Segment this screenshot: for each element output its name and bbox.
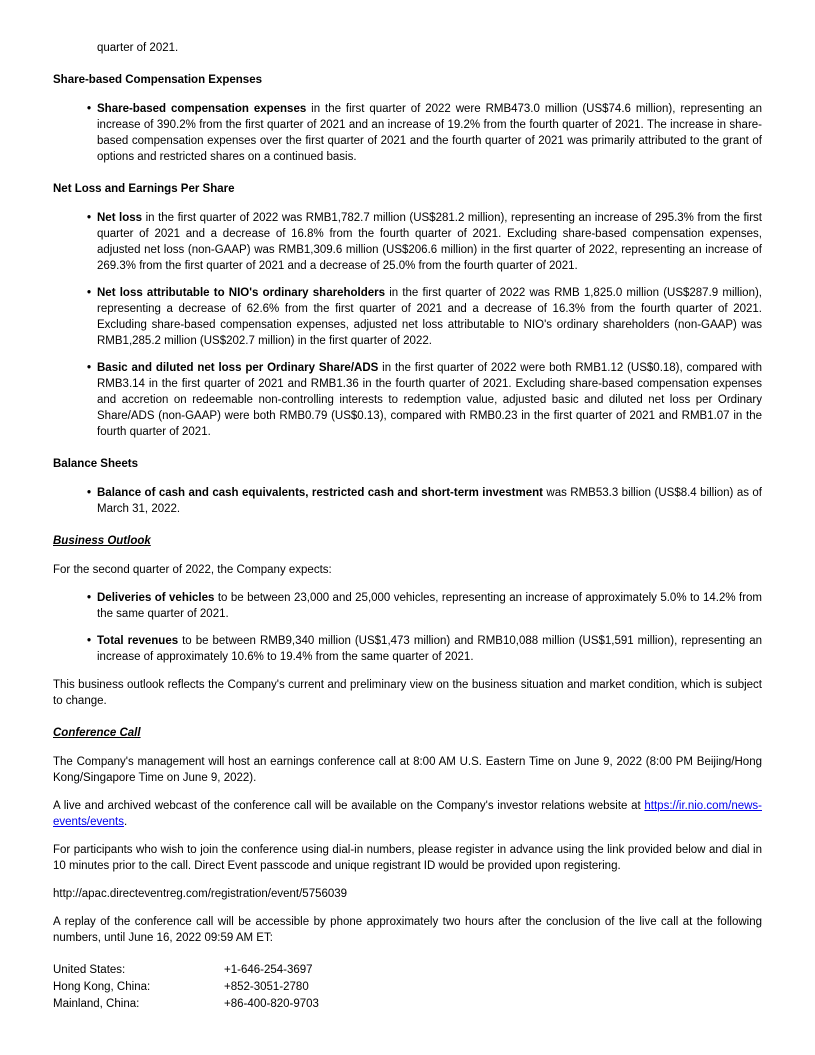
list-item-basic-diluted-net-loss — [97, 360, 762, 440]
dial-row — [53, 996, 762, 1013]
dial-row — [53, 979, 762, 996]
webcast-link[interactable]: https://ir.nio.com/news-events/events — [53, 800, 762, 828]
paragraph-outlook-closing: This business outlook reflects the Company's current and preliminary view on the business situation and market condition, which is subject to change. — [53, 679, 762, 707]
paragraph-continuation: quarter of 2021. — [97, 42, 179, 54]
bullet-lead: Total revenues — [97, 635, 179, 647]
list-item-share-based-compensation — [97, 101, 762, 165]
list-item-cash-balance — [97, 485, 762, 517]
paragraph-outlook-intro: For the second quarter of 2022, the Company expects: — [53, 564, 332, 576]
section-heading-net-loss: Net Loss and Earnings Per Share — [53, 183, 235, 195]
section-heading-share-based-compensation: Share-based Compensation Expenses — [53, 74, 262, 86]
dial-region: United States: — [53, 964, 126, 976]
bullet-text: in the first quarter of 2022 were RMB473.0 million (US$74.6 million), representing an increase of 390.2% from the first quarter of 2021 and an increase of 19.2% from the fourth quarter of 2021. The increase in share-based compensation expenses over the first quarter of 2021 and the fourth quarter of 2021 was primarily attributed to the grant of options and restricted shares on a continued basis. — [97, 103, 762, 163]
bullet-text: to be between 23,000 and 25,000 vehicles, representing an increase of approximately 5.0% to 14.2% from the same quarter of 2021. — [97, 592, 763, 620]
bullet-lead: Net loss attributable to NIO's ordinary shareholders — [97, 287, 385, 299]
dial-region: Mainland, China: — [53, 998, 140, 1010]
section-heading-business-outlook: Business Outlook — [53, 535, 151, 547]
bullet-list-business-outlook — [53, 590, 762, 665]
list-item-net-loss-attributable — [97, 285, 762, 349]
bullet-lead: Deliveries of vehicles — [97, 592, 215, 604]
paragraph-conference-time: The Company's management will host an earnings conference call at 8:00 AM U.S. Eastern Time on June 9, 2022 (8:00 PM Beijing/Hong Kong/Singapore Time on June 9, 2022). — [53, 756, 762, 784]
bullet-lead: Share-based compensation expenses — [97, 103, 307, 115]
paragraph-replay-info: A replay of the conference call will be accessible by phone approximately two hours after the conclusion of the live call at the following numbers, until June 16, 2022 09:59 AM ET: — [53, 916, 762, 944]
list-item-total-revenues — [97, 633, 762, 665]
section-heading-conference-call: Conference Call — [53, 727, 141, 739]
paragraph-text: A live and archived webcast of the conference call will be available on the Company's investor relations website at — [53, 800, 645, 812]
dial-number: +1-646-254-3697 — [224, 964, 313, 976]
paragraph-webcast — [53, 798, 762, 830]
dial-in-numbers — [53, 962, 762, 1013]
list-item-net-loss — [97, 210, 762, 274]
dial-row — [53, 962, 762, 979]
bullet-text: to be between RMB9,340 million (US$1,473 million) and RMB10,088 million (US$1,591 million), representing an increase of approximately 10.6% to 19.4% from the same quarter of 2021. — [97, 635, 762, 663]
bullet-lead: Balance of cash and cash equivalents, restricted cash and short-term investment — [97, 487, 543, 499]
bullet-text: in the first quarter of 2022 was RMB1,782.7 million (US$281.2 million), representing an increase of 295.3% from the first quarter of 2021 and a decrease of 16.8% from the fourth quarter of 2021. Excluding share-based compensation expenses, adjusted net loss (non-GAAP) was RMB1,309.6 million (US$206.6 million) in the first quarter of 2022, representing an increase of 269.3% from the first quarter of 2021 and a decrease of 25.0% from the fourth quarter of 2021. — [97, 212, 762, 272]
bullet-text: in the first quarter of 2022 were both RMB1.12 (US$0.18), compared with RMB3.14 in the first quarter of 2021 and RMB1.36 in the fourth quarter of 2021. Excluding share-based compensation expenses and accretion on redeemable non-controlling interests to redemption value, adjusted basic and diluted net loss per Ordinary Share/ADS (non-GAAP) were both RMB0.79 (US$0.13), compared with RMB0.23 in the first quarter of 2021 and RMB1.07 in the fourth quarter of 2021. — [97, 362, 762, 438]
bullet-list-net-loss — [53, 210, 762, 440]
bullet-list-share-based-compensation — [53, 101, 762, 165]
dial-region: Hong Kong, China: — [53, 981, 151, 993]
dial-number: +86-400-820-9703 — [224, 998, 319, 1010]
list-item-deliveries — [97, 590, 762, 622]
bullet-text: in the first quarter of 2022 was RMB 1,825.0 million (US$287.9 million), representing a decrease of 62.6% from the first quarter of 2021 and a decrease of 16.3% from the fourth quarter of 2021. Excluding share-based compensation expenses, adjusted net loss attributable to NIO's ordinary shareholders (non-GAAP) was RMB1,285.2 million (US$202.7 million) in the first quarter of 2022. — [97, 287, 762, 347]
dial-number: +852-3051-2780 — [224, 981, 309, 993]
registration-url-text: http://apac.directeventreg.com/registration/event/5756039 — [53, 888, 348, 900]
bullet-lead: Net loss — [97, 212, 143, 224]
bullet-text: was RMB53.3 billion (US$8.4 billion) as of March 31, 2022. — [97, 487, 762, 515]
section-heading-balance-sheets: Balance Sheets — [53, 458, 139, 470]
bullet-lead: Basic and diluted net loss per Ordinary Share/ADS — [97, 362, 379, 374]
paragraph-text: . — [123, 816, 128, 828]
paragraph-dial-in-instructions: For participants who wish to join the conference using dial-in numbers, please register in advance using the link provided below and dial in 10 minutes prior to the call. Direct Event passcode and unique registrant ID would be provided upon registering. — [53, 844, 762, 872]
bullet-list-balance-sheets — [53, 485, 762, 517]
